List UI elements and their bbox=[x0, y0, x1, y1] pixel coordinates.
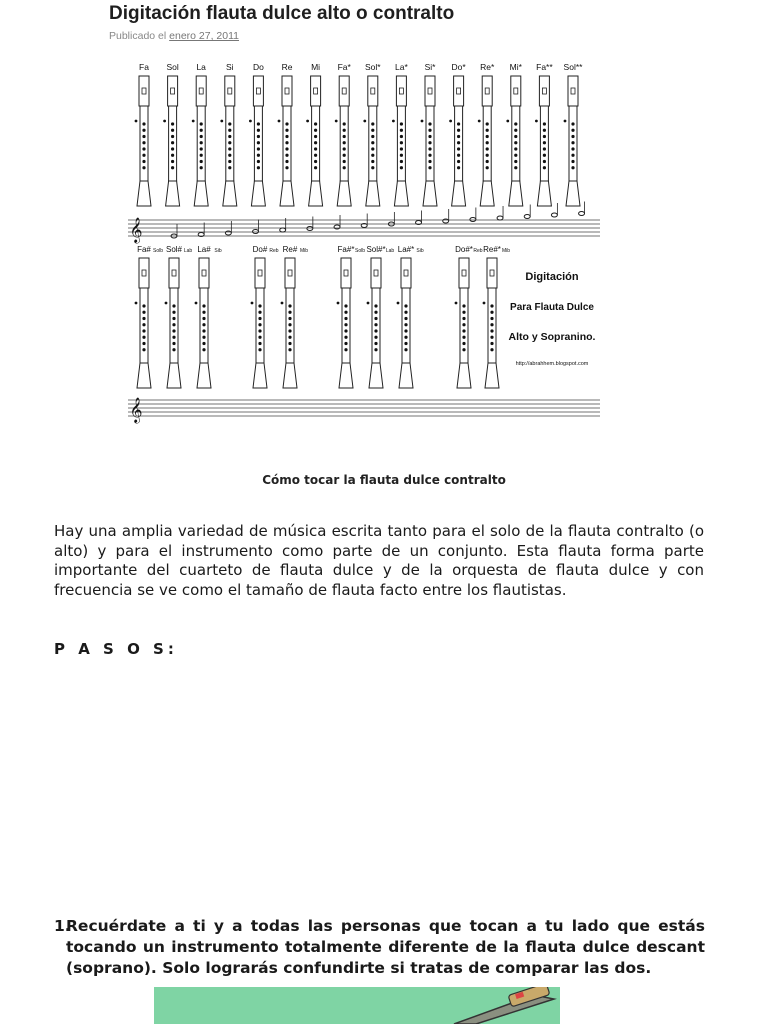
published-prefix: Publicado el bbox=[109, 30, 167, 42]
top-note-label: Fa bbox=[139, 62, 149, 72]
top-recorder bbox=[163, 76, 179, 206]
steps-heading: P A S O S: bbox=[54, 640, 178, 658]
page-title: Digitación flauta dulce alto o contralto bbox=[109, 3, 455, 24]
bottom-note-alt-label: Lab bbox=[183, 248, 193, 254]
top-recorder bbox=[220, 76, 236, 206]
bottom-recorder bbox=[281, 258, 297, 388]
top-recorder bbox=[249, 76, 265, 206]
top-note-label: La bbox=[196, 62, 206, 72]
fingering-chart bbox=[124, 56, 608, 428]
top-recorder bbox=[478, 76, 494, 206]
bottom-note-label: La# bbox=[197, 245, 211, 254]
top-staff-note bbox=[524, 215, 530, 219]
top-staff-note bbox=[253, 230, 259, 234]
top-recorder bbox=[363, 76, 379, 206]
top-note-label: Si bbox=[226, 62, 234, 72]
top-note-label: Re* bbox=[480, 62, 495, 72]
recorder-photo bbox=[154, 987, 560, 1024]
bottom-note-label: Re#* bbox=[483, 245, 501, 254]
top-staff-clef: 𝄞 bbox=[129, 217, 143, 242]
bottom-note-alt-label: Lab bbox=[385, 248, 395, 254]
top-recorder bbox=[392, 76, 408, 206]
top-recorder bbox=[192, 76, 208, 206]
top-note-label: Mi bbox=[311, 62, 321, 72]
top-staff-note bbox=[280, 228, 286, 232]
top-staff-note bbox=[551, 213, 557, 217]
step-1 bbox=[54, 916, 705, 979]
bottom-note-label: Re# bbox=[282, 245, 298, 254]
top-recorder bbox=[535, 76, 551, 206]
top-recorder bbox=[449, 76, 465, 206]
bottom-note-label: Fa# bbox=[137, 245, 151, 254]
top-recorder bbox=[506, 76, 522, 206]
top-note-label: Sol* bbox=[365, 62, 381, 72]
top-note-label: Si* bbox=[424, 62, 436, 72]
bottom-note-label: Do#* bbox=[455, 245, 473, 254]
bottom-recorder bbox=[135, 258, 151, 388]
bottom-recorder bbox=[337, 258, 353, 388]
top-recorder bbox=[135, 76, 151, 206]
bottom-staff-clef: 𝄞 bbox=[129, 397, 143, 422]
bottom-recorder bbox=[397, 258, 413, 388]
legend-url: http://abrahhem.blogspot.com bbox=[515, 361, 589, 367]
step-number: 1. bbox=[54, 917, 71, 935]
recorder-illustration bbox=[154, 987, 560, 1024]
top-recorder bbox=[564, 76, 580, 206]
top-recorder bbox=[278, 76, 294, 206]
top-staff-note bbox=[470, 218, 476, 222]
top-note-label: Re bbox=[281, 62, 293, 72]
top-recorder bbox=[335, 76, 351, 206]
top-note-label: Fa* bbox=[337, 62, 351, 72]
top-note-label: Sol bbox=[166, 62, 179, 72]
legend-line: Alto y Sopranino. bbox=[508, 331, 596, 343]
bottom-recorder bbox=[367, 258, 383, 388]
top-note-label: Mi* bbox=[509, 62, 522, 72]
top-staff-note bbox=[579, 212, 585, 216]
bottom-note-label: Sol#* bbox=[366, 245, 386, 254]
top-note-label: Do* bbox=[451, 62, 466, 72]
bottom-note-alt-label: Sib bbox=[416, 248, 424, 254]
bottom-note-alt-label: Solb bbox=[152, 248, 164, 254]
bottom-note-alt-label: Reb bbox=[473, 248, 483, 254]
bottom-recorder bbox=[165, 258, 181, 388]
bottom-note-alt-label: Mib bbox=[501, 248, 511, 254]
legend-line: Para Flauta Dulce bbox=[510, 302, 594, 313]
top-recorder bbox=[306, 76, 322, 206]
bottom-note-alt-label: Sib bbox=[214, 248, 222, 254]
bottom-note-alt-label: Solb bbox=[354, 248, 366, 254]
top-note-label: Sol** bbox=[563, 62, 583, 72]
top-note-label: Do bbox=[252, 62, 264, 72]
bottom-note-label: Sol# bbox=[165, 245, 183, 254]
bottom-recorder bbox=[455, 258, 471, 388]
bottom-note-alt-label: Reb bbox=[269, 248, 279, 254]
image-caption: Cómo tocar la flauta dulce contralto bbox=[262, 473, 506, 487]
top-note-label: La* bbox=[395, 62, 408, 72]
bottom-note-label: Fa#* bbox=[337, 245, 355, 254]
top-note-label: Fa** bbox=[536, 62, 553, 72]
bottom-note-alt-label: Mib bbox=[299, 248, 309, 254]
published-date-link[interactable]: enero 27, 2011 bbox=[169, 30, 240, 42]
top-staff-note bbox=[497, 216, 503, 220]
bottom-note-label: Do# bbox=[252, 245, 268, 254]
bottom-note-label: La#* bbox=[397, 245, 415, 254]
published-line bbox=[109, 30, 239, 42]
step-text: Recuérdate a ti y a todas las personas que tocan a tu lado que estás tocando un instrumento totalmente diferente de la flauta dulce descant (soprano). Solo lograrás confundirte si tratas de comparar las dos. bbox=[66, 917, 705, 977]
legend-title: Digitación bbox=[525, 271, 579, 283]
bottom-recorder bbox=[251, 258, 267, 388]
intro-paragraph: Hay una amplia variedad de música escrita tanto para el solo de la flauta contralto (o alto) y para el instrumento como parte de un conjunto. Esta flauta forma parte importante del cuarteto de flauta dulce y de la orquesta de flauta dulce y con frecuencia se ve como el tamaño de flauta facto entre los flautistas. bbox=[54, 522, 704, 599]
top-staff-note bbox=[307, 227, 313, 231]
bottom-recorder bbox=[195, 258, 211, 388]
top-recorder bbox=[421, 76, 437, 206]
bottom-recorder bbox=[483, 258, 499, 388]
